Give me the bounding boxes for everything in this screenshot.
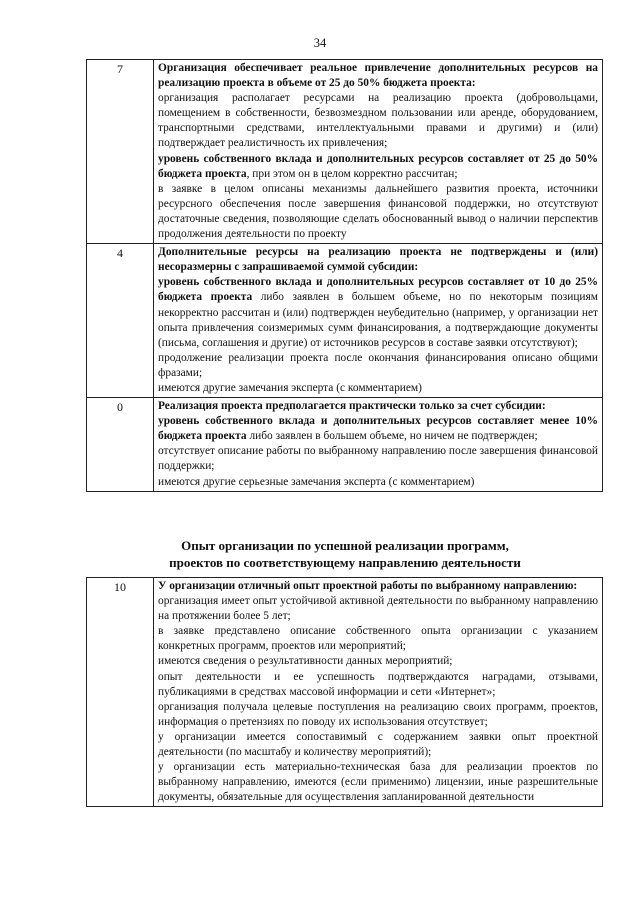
criterion-text: либо заявлен в большем объеме, но ничем не подтвержден; (246, 430, 538, 443)
criterion-paragraph (158, 700, 598, 730)
criterion-bold-text: У организации отличный опыт проектной работы по выбранному направлению: (158, 580, 578, 592)
criterion-paragraph (158, 760, 598, 805)
criterion-text: отсутствует описание работы по выбранному направлению после завершения финансовой поддержки; (158, 445, 598, 473)
criterion-text: у организации имеется сопоставимый с содержанием заявки опыт проектной деятельности (по масштабу и количеству мероприятий); (158, 730, 598, 759)
criterion-text: либо заявлен в большем объеме, но по некоторым позициям некорректно рассчитан и (или) подтвержден неубедительно (например, у организации нет опыта привлечения соизмеримых сумм финансирования, а подтверждающие документы (письма, соглашения и другие) от источников ресурсов в составе заявки отсутствуют); (158, 291, 598, 349)
score-cell: 4 (87, 244, 154, 398)
criterion-bold-text: Дополнительные ресурсы на реализацию проекта не подтверждены и (или) несоразмерны с запрашиваемой суммой субсидии: (158, 246, 598, 274)
criteria-table-experience (86, 577, 603, 807)
criterion-text: продолжение реализации проекта после окончания финансирования описано общими фразами; (158, 351, 598, 379)
criterion-paragraph (158, 152, 598, 182)
criteria-row (87, 60, 603, 244)
criterion-paragraph (158, 61, 598, 91)
section-title-line-1: Опыт организации по успешной реализации программ, (181, 538, 509, 553)
criterion-paragraph (158, 624, 598, 654)
criteria-row (87, 398, 603, 492)
criterion-paragraph (158, 594, 598, 624)
description-cell (154, 60, 603, 244)
criterion-text: опыт деятельности и ее успешность подтверждаются наградами, отзывами, публикациями в средствах массовой информации и сети «Интернет»; (158, 670, 598, 698)
criterion-text: в заявке в целом описаны механизмы дальнейшего развития проекта, источники ресурсного обеспечения после завершения финансовой поддержки, но отсутствуют достаточные сведения, позволяющие сделать обоснованный вывод о наличии перспектив продолжения деятельности по проекту (158, 182, 598, 241)
criterion-bold-text: уровень собственного вклада и дополнительных ресурсов составляет от 10 до 25% бюджета проекта (158, 276, 598, 304)
criterion-bold-text: Реализация проекта предполагается практически только за счет субсидии: (158, 400, 546, 413)
score-cell: 7 (87, 60, 154, 244)
criterion-text: организация получала целевые поступления на реализацию своих программ, проектов, информация о претензиях по поводу их использования отсутствует; (158, 700, 598, 728)
section-title (0, 537, 640, 571)
criterion-paragraph (158, 399, 598, 414)
section-title-line-2: проектов по соответствующему направлению деятельности (169, 555, 521, 570)
criterion-paragraph (158, 91, 598, 151)
criterion-paragraph (158, 730, 598, 760)
criterion-text: организация имеет опыт устойчивой активной деятельности по выбранному направлению на протяжении более 5 лет; (158, 595, 598, 623)
criterion-paragraph (158, 579, 598, 594)
criterion-text: у организации есть материально-техническая база для реализации проектов по выбранному направлению, имеются (если применимо) лицензии, иные разрешительные документы, обязательные для осуществления запланированной деятельности (158, 761, 598, 804)
criterion-paragraph (158, 444, 598, 474)
criterion-paragraph (158, 275, 598, 350)
criterion-bold-text: уровень собственного вклада и дополнительных ресурсов составляет менее 10% бюджета проекта (158, 415, 598, 443)
criteria-row (87, 578, 603, 807)
criterion-paragraph (158, 381, 598, 396)
description-cell (154, 398, 603, 492)
score-cell: 10 (87, 578, 154, 807)
criterion-text: организация располагает ресурсами на реализацию проекта (добровольцами, помещением в собственности, безвозмездном пользовании или аренде, оборудованием, транспортными средствами, интеллектуальными правами и другими) и (или) подтверждает реалистичность их привлечения; (158, 92, 598, 150)
description-cell (154, 578, 603, 807)
criterion-paragraph (158, 414, 598, 444)
criteria-table-resources (86, 59, 603, 492)
criterion-bold-text: Организация обеспечивает реальное привлечение дополнительных ресурсов на реализацию проекта в объеме от 25 до 50% бюджета проекта: (158, 62, 598, 90)
criterion-text: имеются сведения о результативности данных мероприятий; (158, 655, 453, 668)
score-cell: 0 (87, 398, 154, 492)
criterion-paragraph (158, 670, 598, 700)
criterion-paragraph (158, 182, 598, 242)
criterion-text: , при этом он в целом корректно рассчитан; (246, 167, 458, 180)
criterion-paragraph (158, 475, 598, 490)
criterion-text: имеются другие серьезные замечания эксперта (с комментарием) (158, 475, 475, 488)
criterion-paragraph (158, 245, 598, 275)
page-number: 34 (313, 36, 327, 50)
criterion-text: имеются другие замечания эксперта (с комментарием) (158, 381, 422, 394)
criterion-text: в заявке представлено описание собственного опыта организации с указанием конкретных программ, проектов или мероприятий; (158, 625, 598, 653)
description-cell (154, 244, 603, 398)
criteria-row (87, 244, 603, 398)
criterion-paragraph (158, 351, 598, 381)
criterion-paragraph (158, 654, 598, 669)
criterion-bold-text: уровень собственного вклада и дополнительных ресурсов составляет от 25 до 50% бюджета проекта (158, 152, 598, 180)
